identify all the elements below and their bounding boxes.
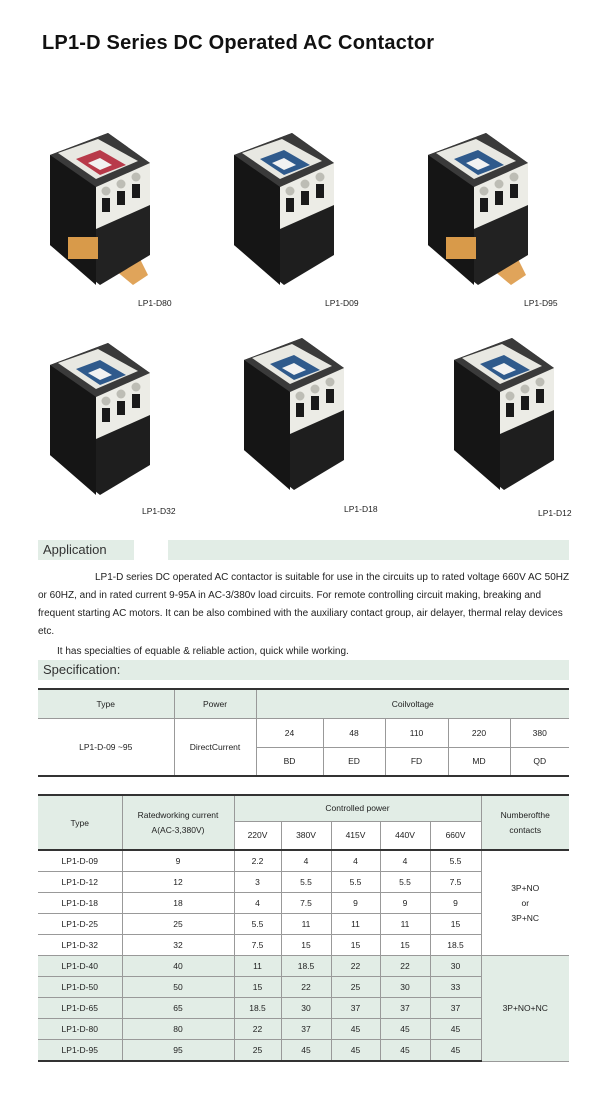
power-cell: 22 <box>234 1019 281 1040</box>
contactor-image <box>38 125 178 295</box>
terminal-slot <box>536 389 544 403</box>
contacts-label: Numberofthe <box>500 809 550 820</box>
product-lp1-d32 <box>38 335 178 516</box>
screw <box>506 392 515 401</box>
power-cell: 22 <box>380 956 430 977</box>
contactor-image <box>442 330 582 500</box>
power-cell: 5.5 <box>281 872 331 893</box>
contacts-group-1 <box>481 850 569 956</box>
product-label: LP1-D09 <box>325 298 359 308</box>
terminal-slot <box>495 191 503 205</box>
power-cell: 7.5 <box>281 893 331 914</box>
application-header <box>38 540 569 560</box>
model-cell: LP1-D-80 <box>38 1019 122 1040</box>
power-header: Power <box>174 689 256 718</box>
power-cell: 4 <box>234 893 281 914</box>
current-cell: 12 <box>122 872 234 893</box>
power-cell: 45 <box>430 1040 481 1062</box>
power-cell: 45 <box>281 1040 331 1062</box>
page-title: LP1-D Series DC Operated AC Contactor <box>42 32 435 54</box>
power-cell: 37 <box>281 1019 331 1040</box>
screw <box>311 385 320 394</box>
coil-voltage-table <box>38 688 569 777</box>
rated-current-label: Ratedworking current <box>137 809 219 820</box>
contacts-option: 3P+NC <box>511 912 540 923</box>
power-cell: 37 <box>331 998 380 1019</box>
power-voltage-header: 220V <box>234 821 281 850</box>
terminal-slot <box>521 396 529 410</box>
current-cell: 25 <box>122 914 234 935</box>
terminal-slot <box>296 403 304 417</box>
screw <box>296 392 305 401</box>
voltage-cell: 110 <box>385 718 448 747</box>
code-cell: MD <box>448 747 510 776</box>
current-cell: 40 <box>122 956 234 977</box>
coil-voltage-header: Coilvoltage <box>256 689 569 718</box>
product-label: LP1-D95 <box>524 298 558 308</box>
power-cell: 30 <box>380 977 430 998</box>
contacts-group-2: 3P+NO+NC <box>481 956 569 1062</box>
screw <box>117 390 126 399</box>
contacts-option: 3P+NO <box>511 882 540 893</box>
power-cell: 22 <box>331 956 380 977</box>
power-cell: 9 <box>380 893 430 914</box>
model-cell: LP1-D-50 <box>38 977 122 998</box>
power-cell: 15 <box>234 977 281 998</box>
screw <box>102 397 111 406</box>
power-cell: 18.5 <box>281 956 331 977</box>
power-cell: 3 <box>234 872 281 893</box>
power-voltage-header: 660V <box>430 821 481 850</box>
power-cell: 18.5 <box>430 935 481 956</box>
screw <box>495 180 504 189</box>
screw <box>132 383 141 392</box>
terminal-slot <box>117 401 125 415</box>
model-cell: LP1-D-25 <box>38 914 122 935</box>
terminal-slot <box>132 184 140 198</box>
terminal-slot <box>506 403 514 417</box>
contactor-image <box>38 335 178 505</box>
contactor-image <box>416 125 556 295</box>
power-cell: 30 <box>281 998 331 1019</box>
code-cell: FD <box>385 747 448 776</box>
current-cell: 18 <box>122 893 234 914</box>
power-cell: 15 <box>380 935 430 956</box>
screw <box>301 180 310 189</box>
current-cell: 95 <box>122 1040 234 1062</box>
rated-current-unit: A(AC-3,380V) <box>151 824 205 835</box>
contacts-label-2: contacts <box>509 824 542 835</box>
terminal-slot <box>102 408 110 422</box>
screw <box>510 173 519 182</box>
product-lp1-d09 <box>222 125 362 308</box>
screw <box>326 378 335 387</box>
power-cell: 18.5 <box>234 998 281 1019</box>
rated-current-header <box>122 795 234 850</box>
current-cell: 50 <box>122 977 234 998</box>
table-row <box>38 850 569 872</box>
power-cell: 9 <box>430 893 481 914</box>
product-label: LP1-D12 <box>538 508 572 518</box>
product-lp1-d95 <box>416 125 558 308</box>
screw <box>117 180 126 189</box>
screw <box>102 187 111 196</box>
power-cell: 25 <box>331 977 380 998</box>
power-cell: 45 <box>380 1040 430 1062</box>
screw <box>521 385 530 394</box>
screw <box>536 378 545 387</box>
power-cell: 15 <box>331 935 380 956</box>
model-cell: LP1-D-95 <box>38 1040 122 1062</box>
terminal-slot <box>480 198 488 212</box>
terminal-slot <box>132 394 140 408</box>
power-voltage-header: 380V <box>281 821 331 850</box>
power-value: DirectCurrent <box>174 718 256 776</box>
terminal-slot <box>311 396 319 410</box>
code-cell: ED <box>323 747 385 776</box>
product-label: LP1-D32 <box>142 506 176 516</box>
product-label: LP1-D18 <box>344 504 378 514</box>
power-cell: 15 <box>430 914 481 935</box>
terminal-slot <box>326 389 334 403</box>
power-cell: 9 <box>331 893 380 914</box>
application-heading: Application <box>43 542 107 557</box>
type-value: LP1-D-09 ~95 <box>38 718 174 776</box>
product-lp1-d18 <box>232 330 378 514</box>
application-paragraph-1: LP1-D series DC operated AC contactor is suitable for use in the circuits up to rated voltage 660V AC 50HZ or 60HZ, and in rated current 9-95A in AC-3/380v load circuits. For remote controlling circuit making, breaking and frequent starting AC motors. It can be also combined with the auxiliary contact group, air delayer, thermal relay devices etc. <box>38 572 570 637</box>
power-cell: 5.5 <box>380 872 430 893</box>
power-cell: 15 <box>281 935 331 956</box>
model-cell: LP1-D-32 <box>38 935 122 956</box>
power-cell: 22 <box>281 977 331 998</box>
voltage-cell: 48 <box>323 718 385 747</box>
product-lp1-d12 <box>442 330 582 518</box>
power-cell: 45 <box>331 1019 380 1040</box>
current-cell: 32 <box>122 935 234 956</box>
screw <box>286 187 295 196</box>
terminal-slot <box>102 198 110 212</box>
terminal-slot <box>510 184 518 198</box>
model-cell: LP1-D-40 <box>38 956 122 977</box>
power-cell: 4 <box>281 850 331 872</box>
rating-type-header: Type <box>38 795 122 850</box>
contacts-header <box>481 795 569 850</box>
power-cell: 37 <box>380 998 430 1019</box>
power-cell: 4 <box>380 850 430 872</box>
code-cell: QD <box>510 747 569 776</box>
screw <box>480 187 489 196</box>
power-cell: 5.5 <box>430 850 481 872</box>
coil-terminal <box>68 237 98 259</box>
type-header: Type <box>38 689 174 718</box>
application-paragraph-2: It has specialties of equable & reliable action, quick while working. <box>57 646 349 657</box>
model-cell: LP1-D-18 <box>38 893 122 914</box>
voltage-cell: 220 <box>448 718 510 747</box>
terminal-slot <box>301 191 309 205</box>
current-cell: 9 <box>122 850 234 872</box>
power-cell: 11 <box>281 914 331 935</box>
power-cell: 7.5 <box>234 935 281 956</box>
contacts-option: or <box>521 897 530 908</box>
contactor-image <box>222 125 362 295</box>
power-cell: 45 <box>430 1019 481 1040</box>
power-cell: 11 <box>380 914 430 935</box>
power-cell: 4 <box>331 850 380 872</box>
terminal-slot <box>286 198 294 212</box>
power-cell: 5.5 <box>331 872 380 893</box>
terminal-slot <box>316 184 324 198</box>
power-cell: 11 <box>234 956 281 977</box>
contactor-image <box>232 330 372 500</box>
power-cell: 2.2 <box>234 850 281 872</box>
specification-heading: Specification: <box>43 662 121 677</box>
screw <box>132 173 141 182</box>
model-cell: LP1-D-65 <box>38 998 122 1019</box>
product-label: LP1-D80 <box>138 298 172 308</box>
table-row <box>38 956 569 977</box>
power-voltage-header: 415V <box>331 821 380 850</box>
power-cell: 11 <box>331 914 380 935</box>
rating-rows <box>38 850 569 1061</box>
power-cell: 25 <box>234 1040 281 1062</box>
specification-header <box>38 660 569 680</box>
screw <box>316 173 325 182</box>
application-text <box>38 569 573 661</box>
code-cell: BD <box>256 747 323 776</box>
power-cell: 33 <box>430 977 481 998</box>
power-cell: 45 <box>380 1019 430 1040</box>
power-cell: 7.5 <box>430 872 481 893</box>
model-cell: LP1-D-09 <box>38 850 122 872</box>
power-cell: 30 <box>430 956 481 977</box>
power-cell: 45 <box>331 1040 380 1062</box>
coil-terminal <box>446 237 476 259</box>
terminal-slot <box>117 191 125 205</box>
controlled-power-header: Controlled power <box>234 795 481 821</box>
product-lp1-d80 <box>38 125 178 308</box>
voltage-cell: 380 <box>510 718 569 747</box>
power-cell: 5.5 <box>234 914 281 935</box>
power-voltage-header: 440V <box>380 821 430 850</box>
voltage-cell: 24 <box>256 718 323 747</box>
current-cell: 65 <box>122 998 234 1019</box>
model-cell: LP1-D-12 <box>38 872 122 893</box>
power-cell: 37 <box>430 998 481 1019</box>
rating-table <box>38 794 569 1062</box>
current-cell: 80 <box>122 1019 234 1040</box>
